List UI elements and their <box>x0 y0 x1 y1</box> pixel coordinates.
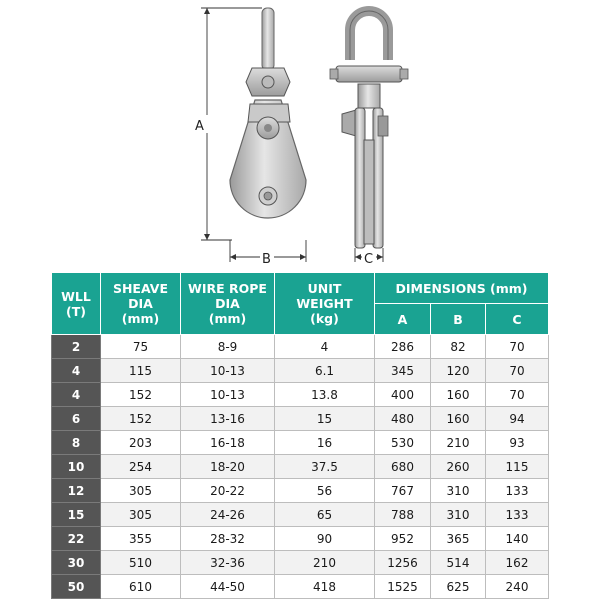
sheave-dia-cell: 75 <box>101 335 181 359</box>
wll-cell: 15 <box>52 503 101 527</box>
header-wire-rope-dia: WIRE ROPE DIA (mm) <box>181 273 275 335</box>
wire-rope-dia-cell: 24-26 <box>181 503 275 527</box>
dim-a-cell: 1525 <box>375 575 431 599</box>
wire-rope-dia-cell: 13-16 <box>181 407 275 431</box>
dim-c-cell: 140 <box>486 527 549 551</box>
dim-c-cell: 162 <box>486 551 549 575</box>
dimension-b-label: B <box>262 252 271 267</box>
unit-weight-cell: 418 <box>275 575 375 599</box>
table-row <box>52 551 549 575</box>
header-dim-b: B <box>431 304 486 335</box>
table-row <box>52 527 549 551</box>
unit-weight-cell: 90 <box>275 527 375 551</box>
dim-c-cell: 133 <box>486 479 549 503</box>
sheave-dia-cell: 305 <box>101 503 181 527</box>
unit-weight-cell: 4 <box>275 335 375 359</box>
specification-table <box>51 272 549 599</box>
sheave-dia-cell: 115 <box>101 359 181 383</box>
header-sheave-dia: SHEAVE DIA (mm) <box>101 273 181 335</box>
dim-c-cell: 94 <box>486 407 549 431</box>
wll-cell: 4 <box>52 359 101 383</box>
sheave-dia-cell: 152 <box>101 407 181 431</box>
sheave-dia-cell: 305 <box>101 479 181 503</box>
wll-cell: 22 <box>52 527 101 551</box>
table-row <box>52 575 549 599</box>
unit-weight-cell: 37.5 <box>275 455 375 479</box>
header-dimensions: DIMENSIONS (mm) <box>375 273 549 304</box>
sheave-dia-cell: 510 <box>101 551 181 575</box>
dim-b-cell: 514 <box>431 551 486 575</box>
dim-a-cell: 400 <box>375 383 431 407</box>
wire-rope-dia-cell: 10-13 <box>181 383 275 407</box>
dim-b-cell: 365 <box>431 527 486 551</box>
table-row <box>52 383 549 407</box>
dim-a-cell: 1256 <box>375 551 431 575</box>
header-unit-weight: UNIT WEIGHT (kg) <box>275 273 375 335</box>
wire-rope-dia-cell: 28-32 <box>181 527 275 551</box>
unit-weight-cell: 13.8 <box>275 383 375 407</box>
dim-c-cell: 93 <box>486 431 549 455</box>
dim-c-cell: 240 <box>486 575 549 599</box>
dim-c-cell: 133 <box>486 503 549 527</box>
dimension-c-label: C <box>364 252 374 267</box>
header-dim-c: C <box>486 304 549 335</box>
sheave-dia-cell: 254 <box>101 455 181 479</box>
dim-b-cell: 120 <box>431 359 486 383</box>
unit-weight-cell: 15 <box>275 407 375 431</box>
dim-a-cell: 286 <box>375 335 431 359</box>
wll-cell: 6 <box>52 407 101 431</box>
front-view <box>230 8 306 218</box>
wll-cell: 2 <box>52 335 101 359</box>
sheave-dia-cell: 152 <box>101 383 181 407</box>
dim-b-cell: 260 <box>431 455 486 479</box>
wll-cell: 10 <box>52 455 101 479</box>
snatch-block-drawing <box>0 0 600 272</box>
wll-cell: 30 <box>52 551 101 575</box>
dim-a-cell: 788 <box>375 503 431 527</box>
dim-b-cell: 625 <box>431 575 486 599</box>
unit-weight-cell: 16 <box>275 431 375 455</box>
table-row <box>52 359 549 383</box>
table-row <box>52 431 549 455</box>
table-body <box>52 335 549 599</box>
wire-rope-dia-cell: 18-20 <box>181 455 275 479</box>
header-dim-a: A <box>375 304 431 335</box>
wire-rope-dia-cell: 44-50 <box>181 575 275 599</box>
dim-c-cell: 70 <box>486 383 549 407</box>
table-row <box>52 455 549 479</box>
unit-weight-cell: 210 <box>275 551 375 575</box>
wire-rope-dia-cell: 10-13 <box>181 359 275 383</box>
wll-cell: 8 <box>52 431 101 455</box>
sheave-dia-cell: 610 <box>101 575 181 599</box>
wire-rope-dia-cell: 16-18 <box>181 431 275 455</box>
table-row <box>52 503 549 527</box>
dim-c-cell: 115 <box>486 455 549 479</box>
dim-b-cell: 160 <box>431 383 486 407</box>
table-row <box>52 407 549 431</box>
dim-a-cell: 530 <box>375 431 431 455</box>
dim-c-cell: 70 <box>486 335 549 359</box>
wire-rope-dia-cell: 20-22 <box>181 479 275 503</box>
header-wll: WLL (T) <box>52 273 101 335</box>
unit-weight-cell: 56 <box>275 479 375 503</box>
dim-a-cell: 767 <box>375 479 431 503</box>
wll-cell: 12 <box>52 479 101 503</box>
unit-weight-cell: 65 <box>275 503 375 527</box>
sheave-dia-cell: 203 <box>101 431 181 455</box>
dimension-a-label: A <box>195 119 204 134</box>
wire-rope-dia-cell: 8-9 <box>181 335 275 359</box>
wire-rope-dia-cell: 32-36 <box>181 551 275 575</box>
dim-b-cell: 160 <box>431 407 486 431</box>
dim-a-cell: 952 <box>375 527 431 551</box>
wll-cell: 4 <box>52 383 101 407</box>
side-view <box>330 11 408 248</box>
sheave-dia-cell: 355 <box>101 527 181 551</box>
dim-b-cell: 310 <box>431 503 486 527</box>
unit-weight-cell: 6.1 <box>275 359 375 383</box>
dim-b-cell: 210 <box>431 431 486 455</box>
dim-a-cell: 680 <box>375 455 431 479</box>
dim-a-cell: 345 <box>375 359 431 383</box>
dim-b-cell: 82 <box>431 335 486 359</box>
table-row <box>52 479 549 503</box>
dim-a-cell: 480 <box>375 407 431 431</box>
table-row <box>52 335 549 359</box>
dim-c-cell: 70 <box>486 359 549 383</box>
wll-cell: 50 <box>52 575 101 599</box>
dim-b-cell: 310 <box>431 479 486 503</box>
